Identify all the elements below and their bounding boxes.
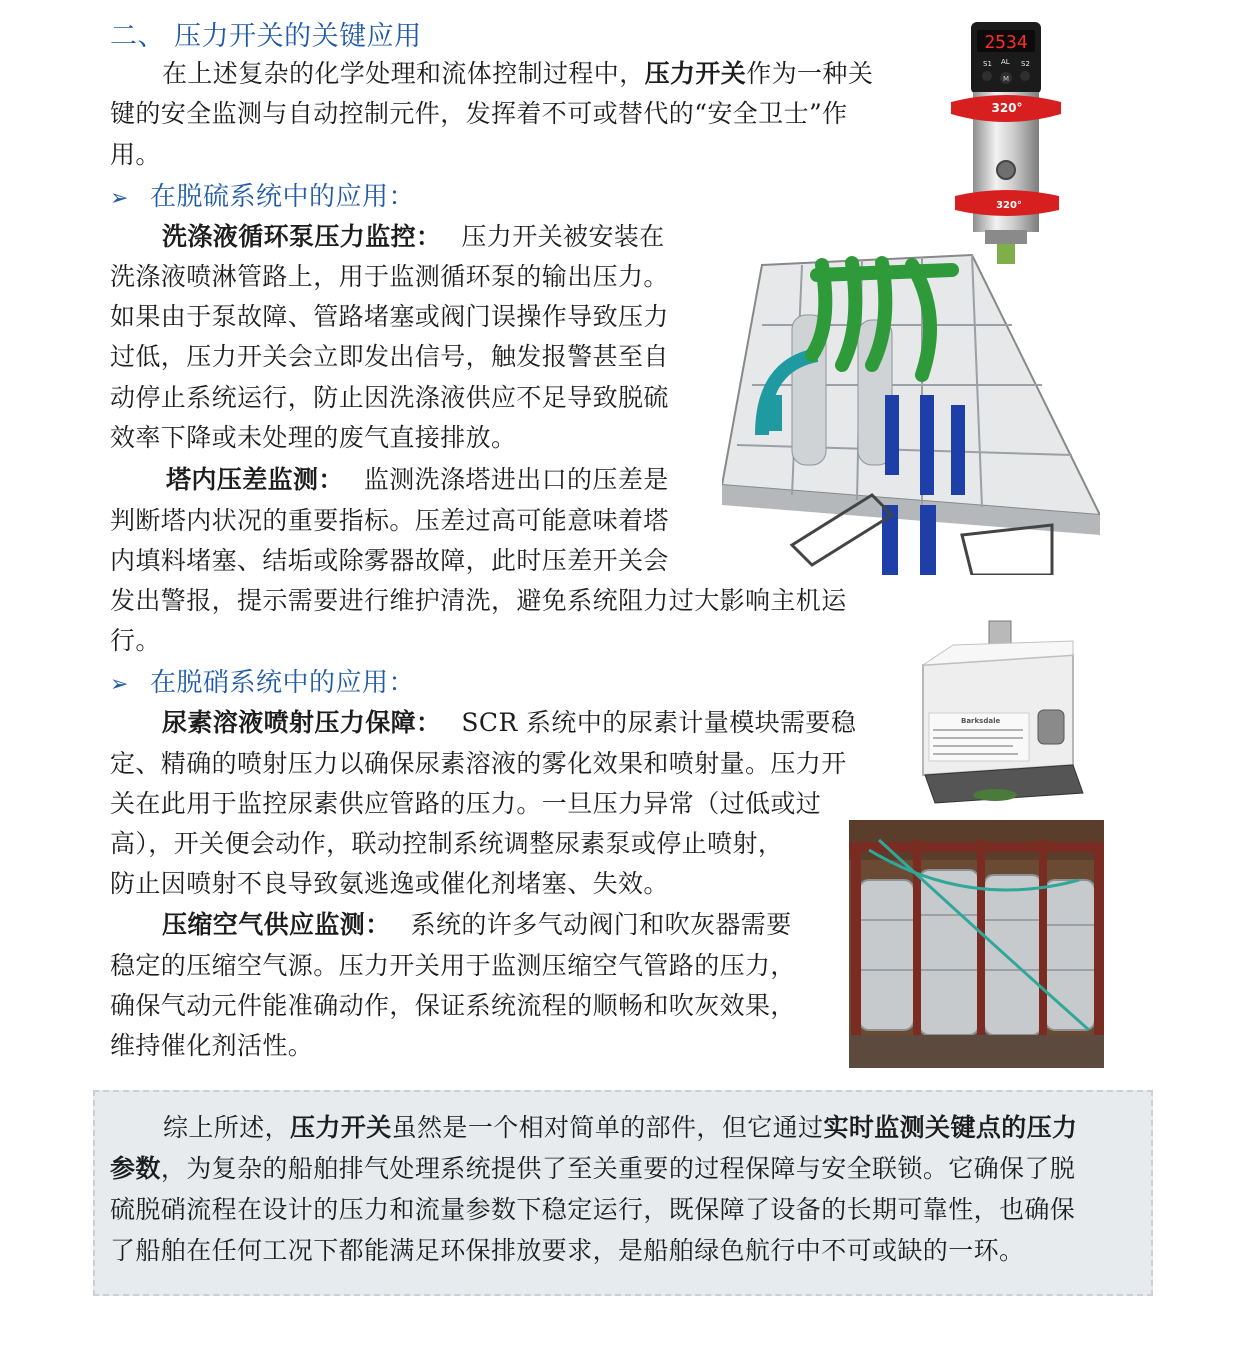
denitr-item2-text: 系统的许多气动阀门和吹灰器需要 <box>410 910 792 939</box>
section-title: 二、 压力开关的关键应用 <box>110 21 422 52</box>
sensor-label: AL <box>1001 58 1010 66</box>
denitr-item1-line: 定、精确的喷射压力以确保尿素溶液的雾化效果和喷射量。压力开 <box>110 749 847 778</box>
intro-text: 作为一种关 <box>746 59 874 88</box>
denitr-item1-line: 高），开关便会动作，联动控制系统调整尿素泵或停止喷射， <box>110 829 784 858</box>
summary-line-3: 硫脱硝流程在设计的压力和流量参数下稳定运行，既保障了设备的长期可靠性，也确保 <box>110 1195 1076 1224</box>
summary-bold-term: 压力开关 <box>290 1113 392 1142</box>
summary-bold-term: 实时监测关键点的压力 <box>823 1113 1078 1142</box>
denitr-title: 在脱硝系统中的应用： <box>150 668 416 698</box>
summary-line-2 <box>110 1149 1075 1190</box>
desulf-item2-line: 发出警报，提示需要进行维护清洗，避免系统阻力过大影响主机运 <box>110 586 847 615</box>
denitr-item1-line-1 <box>162 703 856 744</box>
industrial-reactor-photo-image <box>849 820 1104 1068</box>
sensor-rotation-label: 320° <box>996 200 1022 211</box>
denitr-item2-line-1 <box>162 905 792 946</box>
desulf-item2-line-1 <box>166 460 669 501</box>
digital-pressure-sensor-image <box>945 18 1070 268</box>
denitr-item1-line: 防止因喷射不良导致氨逃逸或催化剂堵塞、失效。 <box>110 869 669 898</box>
desulf-item1-line: 如果由于泵故障、管路堵塞或阀门误操作导致压力 <box>110 302 669 331</box>
switch-box-brand: Barksdale <box>961 717 1001 725</box>
summary-line-1 <box>163 1108 1077 1149</box>
desulf-item2-text: 监测洗涤塔进出口的压差是 <box>363 465 669 494</box>
denitr-item1-text: SCR 系统中的尿素计量模块需要稳 <box>461 708 857 737</box>
sensor-label: S2 <box>1021 60 1030 68</box>
summary-line-4: 了船舶在任何工况下都能满足环保排放要求，是船舶绿色航行中不可或缺的一环。 <box>110 1236 1025 1265</box>
sensor-rotation-label: 320° <box>991 101 1023 115</box>
sensor-label: M <box>1003 75 1010 83</box>
sensor-button-s2 <box>1020 71 1030 81</box>
denitr-item1-line: 关在此用于监控尿素供应管路的压力。一旦压力异常（过低或过 <box>110 789 822 818</box>
summary-text: ，为复杂的船舶排气处理系统提供了至关重要的过程保障与安全联锁。它确保了脱 <box>160 1154 1076 1183</box>
arrow-bullet-icon: ➢ <box>110 672 129 697</box>
intro-line-3: 用。 <box>110 140 161 169</box>
intro-bold-term: 压力开关 <box>644 59 747 88</box>
desulf-item1-line: 效率下降或未处理的废气直接排放。 <box>110 423 517 452</box>
scrubber-tower-cutaway-image <box>722 245 1100 575</box>
desulf-item2-line: 行。 <box>110 626 161 655</box>
intro-text: 在上述复杂的化学处理和流体控制过程中， <box>162 59 645 88</box>
desulf-title: 在脱硫系统中的应用： <box>150 182 416 212</box>
summary-bold-term: 参数 <box>110 1154 161 1183</box>
denitr-item2-line: 稳定的压缩空气源。压力开关用于监测压缩空气管路的压力， <box>110 951 796 980</box>
summary-text: 虽然是一个相对简单的部件，但它通过 <box>391 1113 824 1142</box>
denitr-item2-line: 维持催化剂活性。 <box>110 1031 314 1060</box>
desulf-item2-line: 判断塔内状况的重要指标。压差过高可能意味着塔 <box>110 506 669 535</box>
intro-line-1 <box>162 54 873 95</box>
desulf-item1-line: 洗涤液喷淋管路上，用于监测循环泵的输出压力。 <box>110 262 669 291</box>
desulf-item1-line: 动停止系统运行，防止因洗涤液供应不足导致脱硫 <box>110 383 669 412</box>
desulf-item2-line: 内填料堵塞、结垢或除雾器故障，此时压差开关会 <box>110 546 669 575</box>
desulf-heading <box>110 176 415 213</box>
arrow-bullet-icon: ➢ <box>110 186 129 211</box>
sensor-label: S1 <box>983 60 992 68</box>
desulf-item1-line-1 <box>162 217 665 258</box>
denitr-item1-title: 尿素溶液喷射压力保障： <box>162 708 442 737</box>
denitr-item2-title: 压缩空气供应监测： <box>162 910 391 939</box>
summary-box <box>93 1090 1153 1296</box>
denitr-item2-line: 确保气动元件能准确动作，保证系统流程的顺畅和吹灰效果， <box>110 991 796 1020</box>
sensor-button-s1 <box>982 71 992 81</box>
denitr-heading <box>110 662 415 699</box>
summary-text: 综上所述， <box>163 1113 291 1142</box>
desulf-item1-text: 压力开关被安装在 <box>461 222 665 251</box>
sensor-display-readout: 2534 <box>984 32 1028 53</box>
desulf-item1-line: 过低，压力开关会立即发出信号，触发报警甚至自 <box>110 342 669 371</box>
pressure-switch-box-image <box>903 615 1098 810</box>
intro-line-2: 键的安全监测与自动控制元件，发挥着不可或替代的“安全卫士”作 <box>110 99 848 128</box>
desulf-item2-title: 塔内压差监测： <box>166 465 344 494</box>
desulf-item1-title: 洗涤液循环泵压力监控： <box>162 222 442 251</box>
